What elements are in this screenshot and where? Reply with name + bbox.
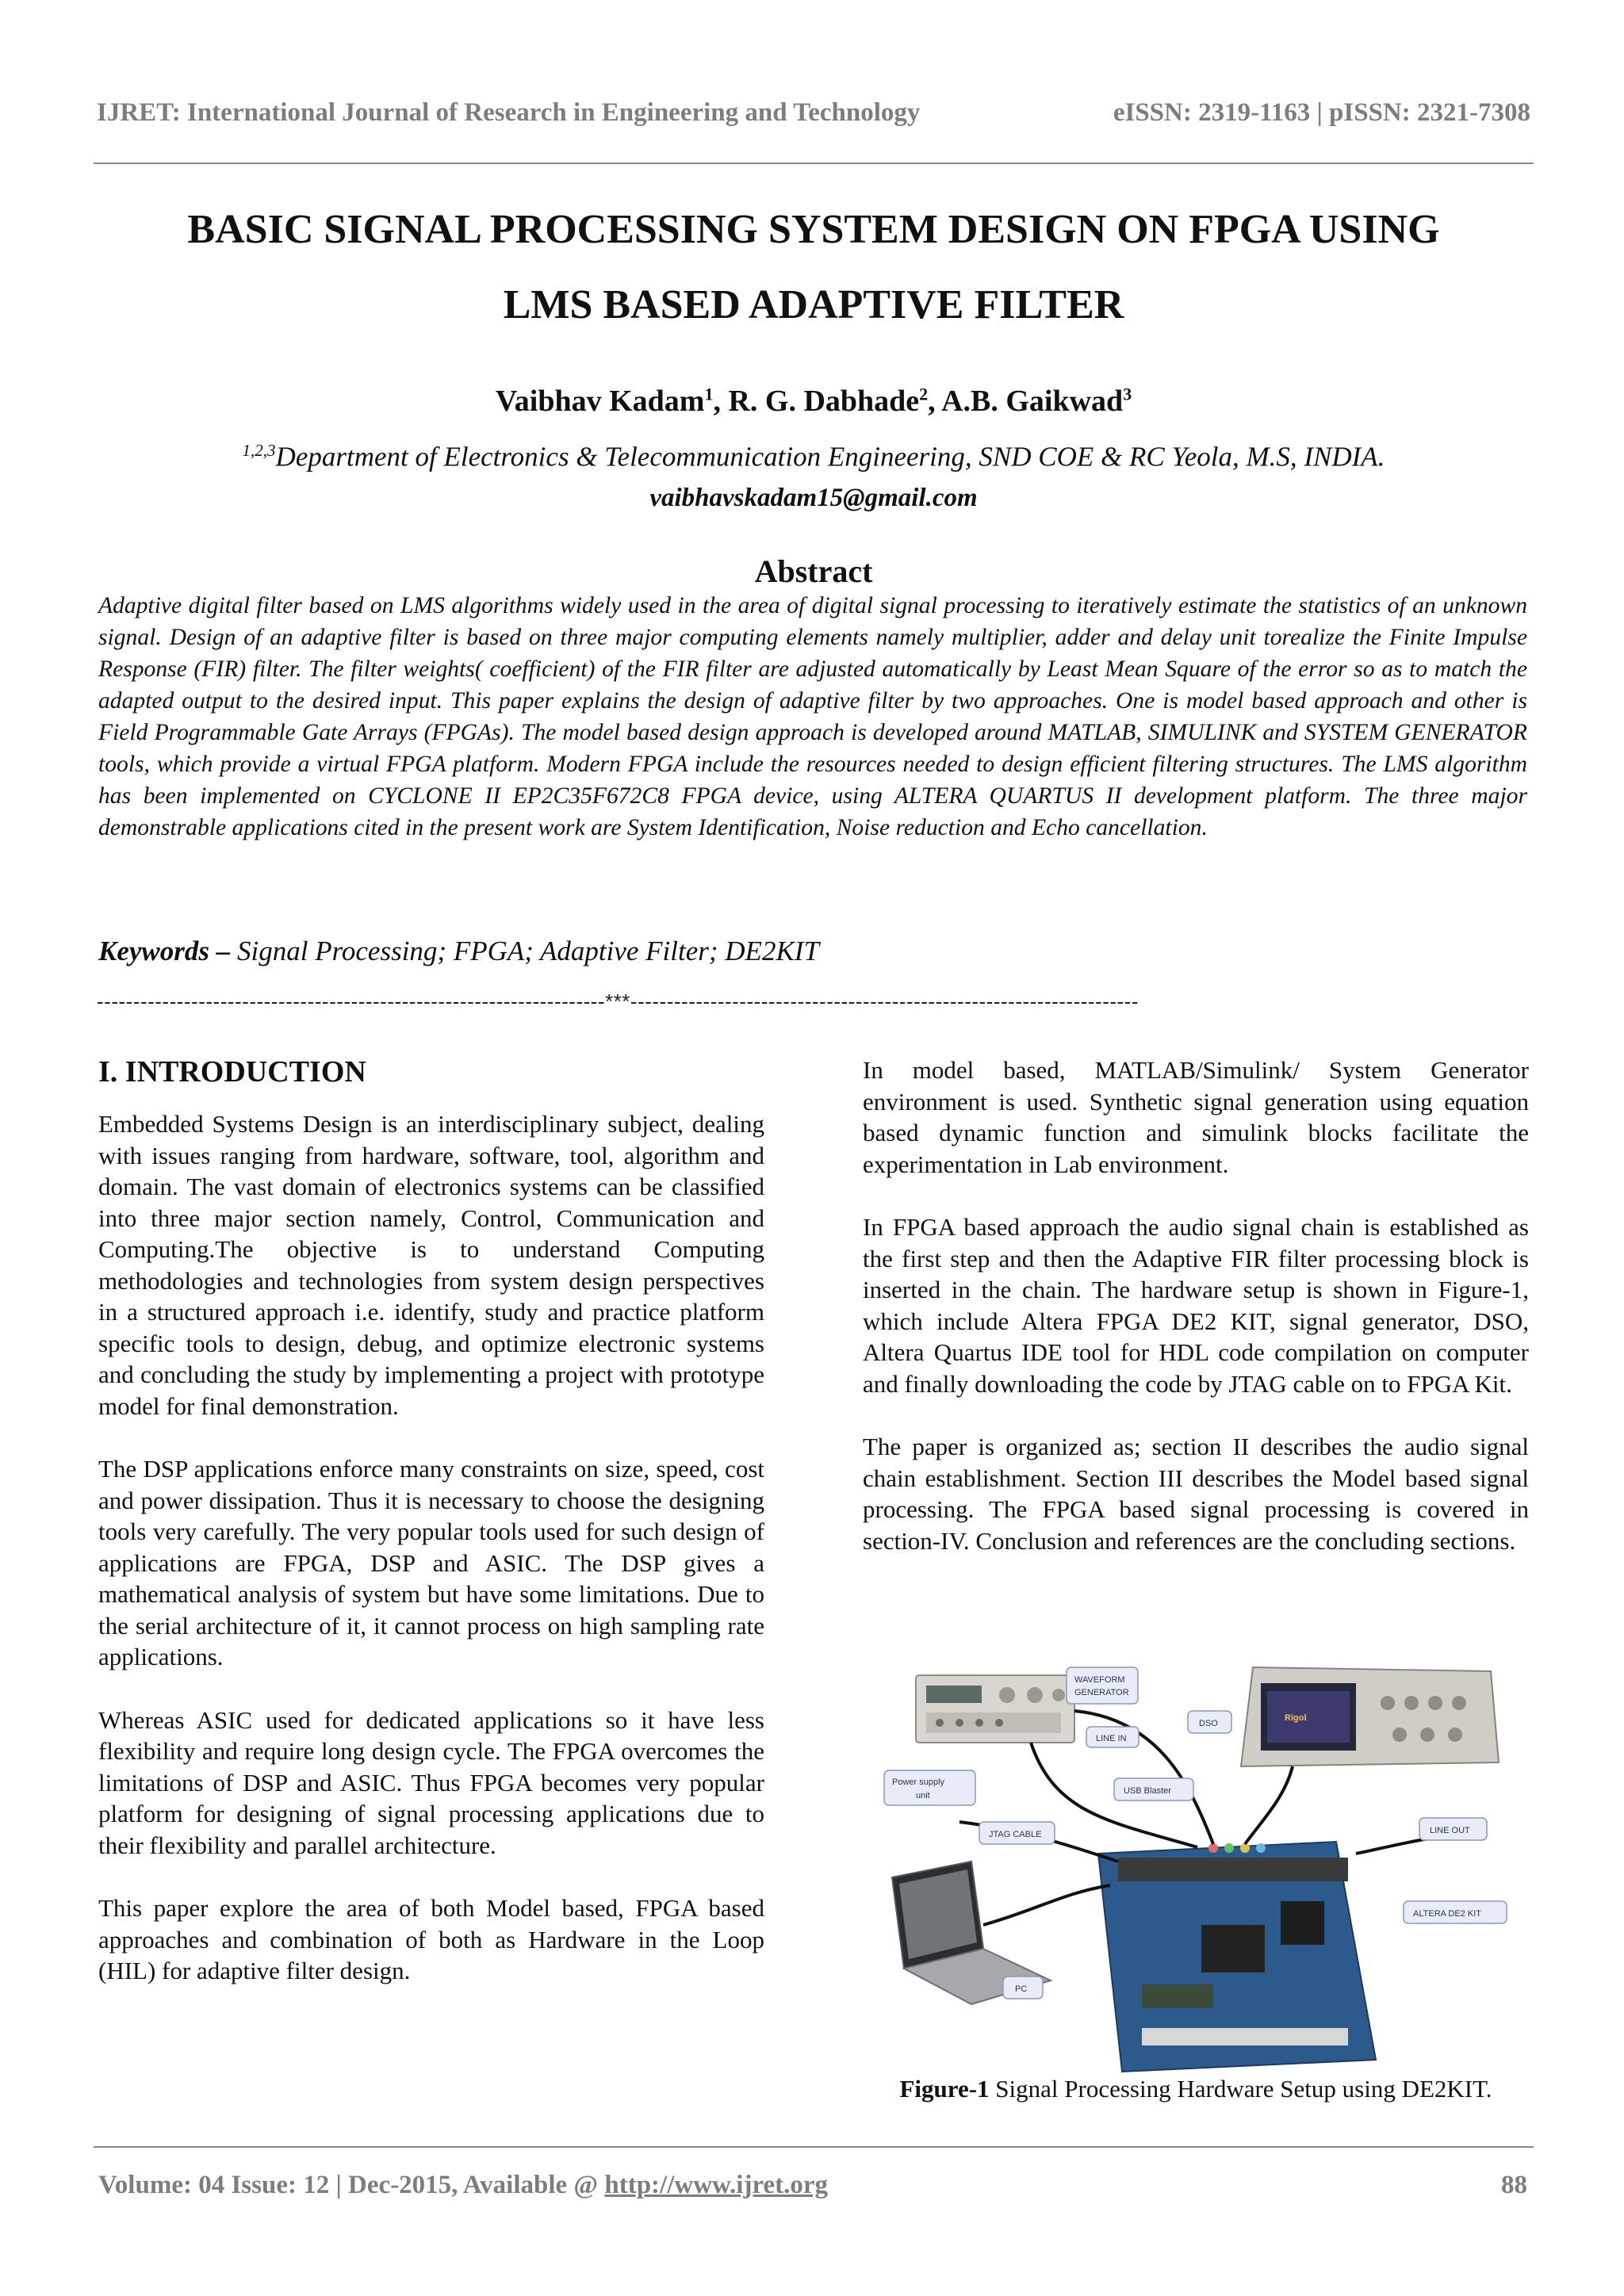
- paragraph: This paper explore the area of both Model based, FPGA based approaches and combination of both as Hardware in the Loop (HIL) for adaptive filter design.: [98, 1894, 764, 1984]
- paper-title-line-1: BASIC SIGNAL PROCESSING SYSTEM DESIGN ON FPGA USING: [187, 207, 1440, 252]
- paragraph: The DSP applications enforce many constraints on size, speed, cost and power dissipation. Thus it is necessary to choose the designing tools very carefully. The very popular tools used for such design of applications are FPGA, DSP and ASIC. The DSP gives a mathematical analysis of system but have some limitations. Due to the serial architecture of it, it cannot process on high sampling rate applications.: [98, 1455, 764, 1670]
- waveform-generator-device: [916, 1675, 1074, 1743]
- label-dso: [1188, 1711, 1231, 1733]
- label-waveform-generator: [1067, 1667, 1138, 1704]
- journal-name: IJRET: International Journal of Research in Engineering and Technology: [97, 98, 921, 127]
- label-line-in: [1086, 1727, 1139, 1747]
- author-sup: 3: [1123, 384, 1132, 404]
- label-text: LINE OUT: [1430, 1826, 1470, 1835]
- author-name: R. G. Dabhade: [728, 385, 920, 418]
- figure-caption-text: Signal Processing Hardware Setup using DE2KIT.: [989, 2075, 1492, 2103]
- label-text: USB Blaster: [1124, 1786, 1171, 1796]
- section-heading-introduction: I. INTRODUCTION: [98, 1055, 366, 1089]
- label-text: ALTERA DE2 KIT: [1413, 1909, 1481, 1919]
- section-separator: ----------------------------------------------------------------------***----------------------------------------------------------------------: [97, 989, 1139, 1013]
- abstract-heading: Abstract: [754, 553, 873, 589]
- author-separator: ,: [713, 385, 729, 418]
- affiliation: [94, 441, 1534, 473]
- running-header: [97, 98, 1530, 128]
- footer-volume: Volume: 04 Issue: 12 | Dec-2015, Available @: [98, 2171, 605, 2199]
- affiliation-text: Department of Electronics & Telecommunication Engineering, SND COE & RC Yeola, M.S, INDIA.: [275, 441, 1385, 473]
- affiliation-sup: 1,2,3: [242, 441, 276, 460]
- page-number: 88: [1501, 2171, 1527, 2199]
- paper-title-line-2: LMS BASED ADAPTIVE FILTER: [503, 282, 1124, 327]
- footer-rule: [94, 2146, 1534, 2148]
- header-rule: [94, 163, 1534, 164]
- left-column: [98, 1108, 764, 2019]
- figure-caption: [863, 2075, 1529, 2103]
- abstract-text: Adaptive digital filter based on LMS algorithms widely used in the area of digital signal processing to iteratively estimate the statistics of an unknown signal. Design of an adaptive filter is based on three major computing elements namely multiplier, adder and delay unit torealize the Finite Impulse Response (FIR) filter. The filter weights( coefficient) of the FIR filter are adjusted automatically by Least Mean Square of the error so as to match the adapted output to the desired input. This paper explains the design of adaptive filter by two approaches. One is model based approach and other is Field Programmable Gate Arrays (FPGAs). The model based design approach is developed around MATLAB, SIMULINK and SYSTEM GENERATOR tools, which provide a virtual FPGA platform. Modern FPGA include the resources needed to design efficient filtering structures. The LMS algorithm has been implemented on CYCLONE II EP2C35F672C8 FPGA device, using ALTERA QUARTUS II development platform. The three major demonstrable applications cited in the present work are System Identification, Noise reduction and Echo cancellation.: [98, 593, 1527, 840]
- paragraph: In FPGA based approach the audio signal chain is established as the first step and then the Adaptive FIR filter processing block is inserted in the chain. The hardware setup is shown in Figure-1, which include Altera FPGA DE2 KIT, signal generator, DSO, Altera Quartus IDE tool for HDL code compilation on computer and finally downloading the code by JTAG cable on to FPGA Kit.: [863, 1213, 1529, 1398]
- label-text: Power supply: [892, 1777, 945, 1787]
- label-line-out: [1419, 1818, 1487, 1840]
- label-pc: [1003, 1976, 1043, 1999]
- label-text: unit: [916, 1791, 930, 1800]
- paragraph: Whereas ASIC used for dedicated applications so it have less flexibility and require long design cycle. The FPGA overcomes the limitations of DSP and ASIC. Thus FPGA becomes very popular platform for designing of signal processing applications due to their flexibility and parallel architecture.: [98, 1705, 764, 1859]
- paragraph: In model based, MATLAB/Simulink/ System Generator environment is used. Synthetic signal generation using equation based dynamic function and simulink blocks facilitate the experimentation in Lab environment.: [863, 1056, 1529, 1178]
- label-text: JTAG CABLE: [989, 1830, 1042, 1839]
- label-text: DSO: [1199, 1719, 1218, 1728]
- keywords-label: Keywords –: [98, 936, 231, 966]
- oscilloscope-device: [1241, 1667, 1499, 1766]
- label-altera-de2-kit: [1404, 1901, 1507, 1923]
- paragraph: The paper is organized as; section II describes the audio signal chain establishment. Section III describes the Model based signal processing. The FPGA based signal processing is covered in section-IV. Conclusion and references are the concluding sections.: [863, 1433, 1529, 1555]
- running-footer: [98, 2171, 1527, 2200]
- label-jtag-cable: [979, 1822, 1055, 1844]
- paragraph: Embedded Systems Design is an interdisciplinary subject, dealing with issues ranging from hardware, software, tool, algorithm and domain. The vast domain of electronics systems can be classified into three major section namely, Control, Communication and Computing.The objective is to understand Computing methodologies and technologies from system design perspectives in a structured approach i.e. identify, study and practice platform specific tools to design, debug, and optimize electronic systems and concluding the study by implementing a project with prototype model for final demonstration.: [98, 1110, 764, 1420]
- author-sup: 1: [704, 384, 714, 404]
- author-name: Vaibhav Kadam: [495, 385, 705, 418]
- journal-url-link[interactable]: http://www.ijret.org: [604, 2171, 829, 2199]
- keywords-text: Signal Processing; FPGA; Adaptive Filter; DE2KIT: [230, 936, 819, 966]
- author-separator: ,: [928, 385, 942, 418]
- label-text: GENERATOR: [1074, 1688, 1129, 1697]
- right-column: [863, 1054, 1529, 1588]
- issn: eISSN: 2319-1163 | pISSN: 2321-7308: [1113, 98, 1530, 127]
- label-text: WAVEFORM: [1074, 1675, 1125, 1685]
- figure-caption-label: Figure-1: [899, 2075, 990, 2103]
- label-usb-blaster: [1114, 1778, 1193, 1800]
- author-email[interactable]: vaibhavskadam15@gmail.com: [649, 484, 978, 512]
- author-sup: 2: [919, 384, 929, 404]
- author-name: A.B. Gaikwad: [941, 385, 1124, 418]
- scope-brand-text: Rigol: [1285, 1713, 1307, 1723]
- label-power-supply: [884, 1770, 975, 1805]
- de2-board-device: [1098, 1842, 1376, 2072]
- figure-hardware-setup: [880, 1663, 1515, 2074]
- author-list: [94, 384, 1534, 419]
- keywords: [98, 936, 1527, 967]
- label-text: LINE IN: [1096, 1734, 1127, 1743]
- label-text: PC: [1015, 1984, 1028, 1994]
